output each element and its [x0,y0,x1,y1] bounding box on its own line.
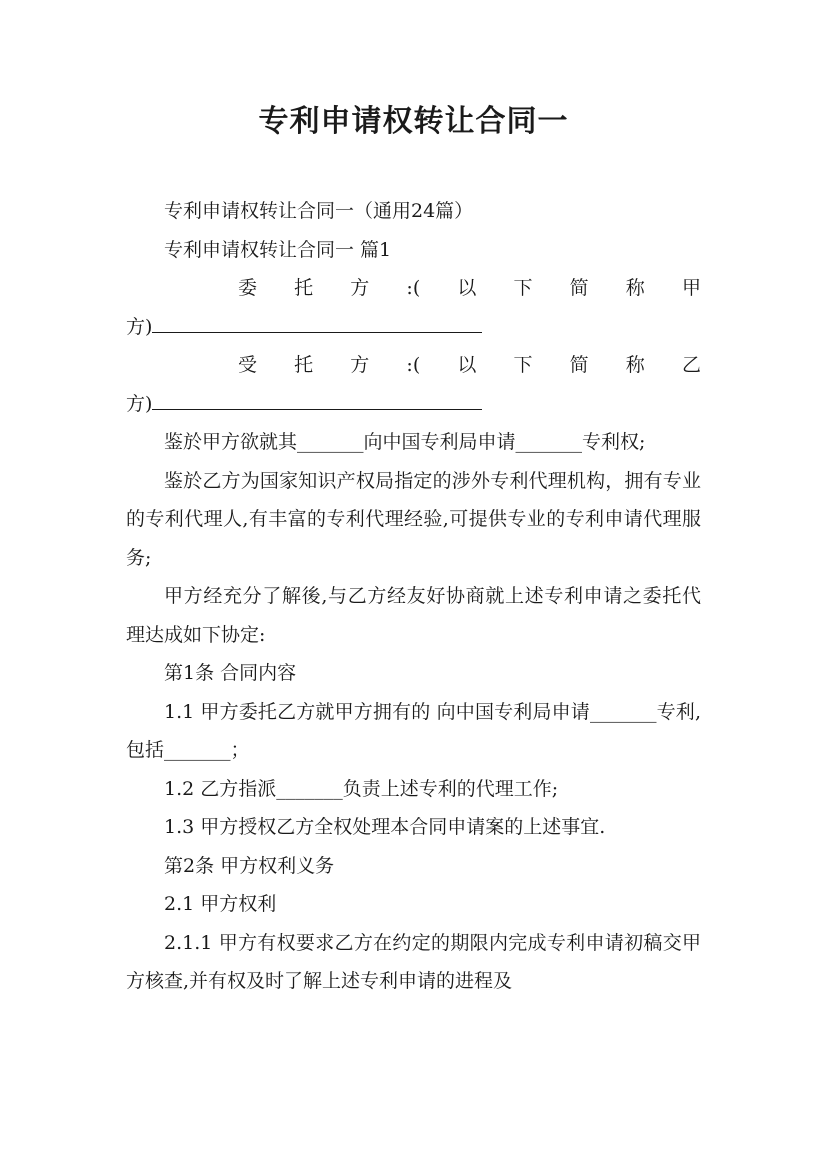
agent-char: 简 [569,354,589,376]
clause-2-1: 2.1 甲方权利 [164,893,277,915]
recital-paragraph-3: 甲方经充分了解後,与乙方经友好协商就上述专利申请之委托代理达成如下协定: [126,585,701,646]
section-heading-2: 第2条 甲方权利义务 [164,854,335,877]
principal-tail: 方) [126,315,153,338]
agent-char: :( [406,354,421,376]
principal-blank-line [126,308,701,347]
agent-char: 称 [625,354,645,376]
principal-char: 委 [238,277,258,299]
recital-paragraph-1: 鉴於甲方欲就其_______向中国专利局申请_______专利权; [164,431,646,453]
agent-blank-line [126,385,701,424]
principal-char: 简 [569,277,589,299]
agent-char: 乙 [681,354,701,376]
agent-char: 下 [513,354,533,376]
clause-1-2: 1.2 乙方指派_______负责上述专利的代理工作; [164,777,559,800]
agent-char: 以 [457,354,477,376]
paragraph-heading-collection: 专利申请权转让合同一（通用24篇） [164,200,474,222]
principal-char: 以 [457,277,477,299]
agent-tail: 方) [126,392,153,415]
principal-char: 甲 [681,277,701,299]
principal-char: :( [406,277,421,299]
agent-blank [152,389,482,410]
principal-char: 称 [625,277,645,299]
clause-2-1-1: 2.1.1 甲方有权要求乙方在约定的期限内完成专利申请初稿交甲方核查,并有权及时了解上述专利申请的进程及 [126,931,701,992]
principal-label-line [126,269,701,308]
section-heading-1: 第1条 合同内容 [164,662,297,684]
document-title: 专利申请权转让合同一 [258,104,569,139]
principal-char: 方 [350,277,370,299]
agent-label-line [126,346,701,385]
principal-char: 下 [513,277,533,299]
clause-1-1: 1.1 甲方委托乙方就甲方拥有的 向中国专利局申请_______专利,包括_______； [126,700,701,761]
agent-char: 方 [350,354,370,376]
recital-paragraph-2: 鉴於乙方为国家知识产权局指定的涉外专利代理机构，拥有专业的专利代理人,有丰富的专利代理经验,可提供专业的专利申请代理服务; [126,469,701,569]
principal-char: 托 [294,277,314,299]
paragraph-heading-article: 专利申请权转让合同一 篇1 [164,238,392,261]
clause-1-3: 1.3 甲方授权乙方全权处理本合同申请案的上述事宜. [164,816,606,838]
principal-blank [152,312,482,333]
document-body [126,192,701,1001]
agent-char: 受 [238,354,258,376]
agent-char: 托 [294,354,314,376]
